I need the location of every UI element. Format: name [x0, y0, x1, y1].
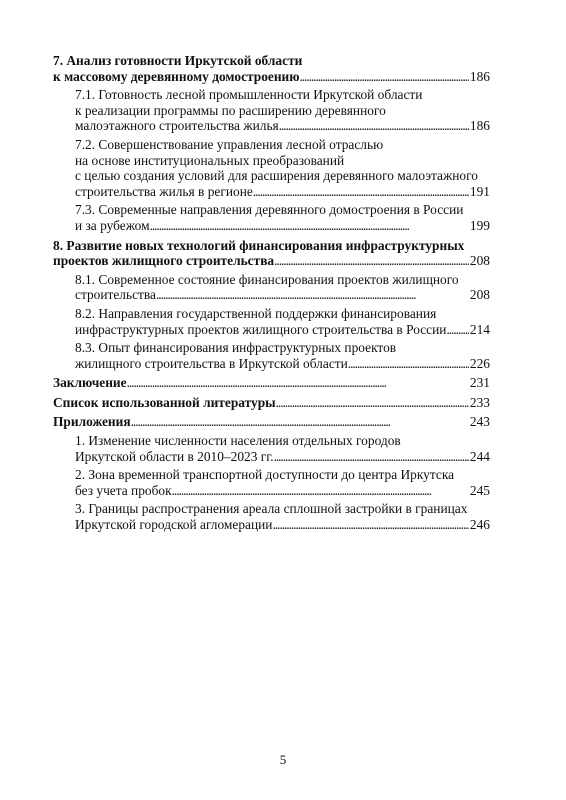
- toc-page-ref: 191: [469, 183, 490, 199]
- toc-section-entry: [53, 137, 490, 199]
- toc-dot-leader: [274, 449, 469, 465]
- toc-entry-final-line: [75, 483, 490, 499]
- toc-chapter-entry: [53, 53, 490, 84]
- toc-entry-title: жилищного строительства в Иркутской области: [75, 355, 348, 371]
- toc-section-entry: [53, 87, 490, 134]
- toc-entry-title: строительства жилья в регионе: [75, 183, 253, 199]
- toc-entry-title: Приложения: [53, 414, 131, 430]
- toc-entry-final-line: [53, 69, 490, 85]
- toc-section-entry: [53, 467, 490, 498]
- toc-entry-final-line: [53, 414, 490, 430]
- table-of-contents: [53, 53, 490, 533]
- toc-page-ref: 186: [469, 68, 490, 84]
- toc-dot-leader: [279, 118, 469, 134]
- toc-entry-line: 1. Изменение численности населения отдельных городов: [75, 433, 401, 449]
- toc-page-ref: 243: [469, 414, 490, 430]
- toc-dot-leader: [446, 322, 468, 338]
- toc-chapter-entry: [53, 375, 490, 391]
- toc-dot-leader: [172, 483, 469, 499]
- toc-page-ref: 199: [469, 217, 490, 233]
- toc-page-ref: 208: [469, 287, 490, 303]
- toc-page-ref: 245: [469, 482, 490, 498]
- toc-page-ref: 226: [469, 355, 490, 371]
- toc-entry-title: без учета пробок: [75, 482, 172, 498]
- toc-entry-final-line: [53, 395, 490, 411]
- toc-entry-final-line: [75, 184, 490, 200]
- toc-entry-title: к массовому деревянному домостроению: [53, 68, 300, 84]
- toc-entry-line: 8.1. Современное состояние финансирования проектов жилищного: [75, 271, 459, 287]
- toc-section-entry: [53, 202, 490, 233]
- toc-entry-line: 8.3. Опыт финансирования инфраструктурных проектов: [75, 340, 397, 356]
- toc-section-entry: [53, 306, 490, 337]
- toc-entry-title: Заключение: [53, 375, 127, 391]
- toc-page-ref: 186: [469, 118, 490, 134]
- toc-entry-title: малоэтажного строительства жилья: [75, 118, 279, 134]
- toc-entry-title: строительства: [75, 287, 156, 303]
- toc-dot-leader: [348, 356, 469, 372]
- toc-entry-line: 7.2. Совершенствование управления лесной отраслью: [75, 136, 384, 152]
- toc-entry-line: 7.1. Готовность лесной промышленности Иркутской области: [75, 87, 423, 103]
- toc-dot-leader: [300, 69, 469, 85]
- toc-entry-final-line: [75, 287, 490, 303]
- toc-chapter-entry: [53, 414, 490, 430]
- toc-dot-leader: [274, 253, 469, 269]
- toc-entry-title: проектов жилищного строительства: [53, 253, 275, 269]
- toc-dot-leader: [156, 287, 469, 303]
- toc-entry-final-line: [75, 118, 490, 134]
- toc-entry-line: 7.3. Современные направления деревянного домостроения в России: [75, 202, 464, 218]
- toc-entry-final-line: [75, 449, 490, 465]
- toc-entry-line: 3. Границы распространения ареала сплошной застройки в границах: [75, 501, 468, 517]
- toc-chapter-entry: [53, 395, 490, 411]
- toc-entry-line: 7. Анализ готовности Иркутской области: [53, 53, 303, 68]
- toc-entry-final-line: [53, 375, 490, 391]
- toc-page-ref: 214: [469, 321, 490, 337]
- toc-entry-final-line: [75, 517, 490, 533]
- toc-page-ref: 246: [469, 517, 490, 533]
- toc-entry-final-line: [75, 322, 490, 338]
- toc-entry-title: Иркутской области в 2010–2023 гг.: [75, 448, 274, 464]
- toc-page-ref: 233: [469, 394, 490, 410]
- toc-page-ref: 244: [469, 448, 490, 464]
- toc-entry-line: к реализации программы по расширению деревянного: [75, 102, 386, 118]
- toc-entry-line: 8. Развитие новых технологий финансирования инфраструктурных: [53, 237, 465, 253]
- toc-entry-line: 8.2. Направления государственной поддержки финансирования: [75, 305, 437, 321]
- toc-dot-leader: [276, 395, 469, 411]
- toc-chapter-entry: [53, 238, 490, 269]
- toc-entry-line: с целью создания условий для расширения деревянного малоэтажного: [75, 168, 478, 184]
- toc-entry-title: Список использованной литературы: [53, 394, 276, 410]
- toc-dot-leader: [131, 414, 469, 430]
- toc-dot-leader: [127, 375, 469, 391]
- toc-page-ref: 208: [469, 253, 490, 269]
- toc-entry-final-line: [53, 253, 490, 269]
- toc-section-entry: [53, 433, 490, 464]
- toc-entry-title: и за рубежом: [75, 217, 150, 233]
- toc-dot-leader: [253, 184, 469, 200]
- page-number: 5: [279, 752, 287, 767]
- toc-entry-final-line: [75, 356, 490, 372]
- toc-entry-title: инфраструктурных проектов жилищного строительства в России: [75, 321, 447, 337]
- toc-entry-line: 2. Зона временной транспортной доступности до центра Иркутска: [75, 467, 455, 483]
- toc-section-entry: [53, 340, 490, 371]
- toc-entry-line: на основе институциональных преобразований: [75, 152, 345, 168]
- toc-section-entry: [53, 501, 490, 532]
- toc-entry-title: Иркутской городской агломерации: [75, 517, 273, 533]
- toc-dot-leader: [272, 517, 468, 533]
- toc-page-ref: 231: [469, 375, 490, 391]
- toc-dot-leader: [150, 218, 469, 234]
- toc-entry-final-line: [75, 218, 490, 234]
- toc-section-entry: [53, 272, 490, 303]
